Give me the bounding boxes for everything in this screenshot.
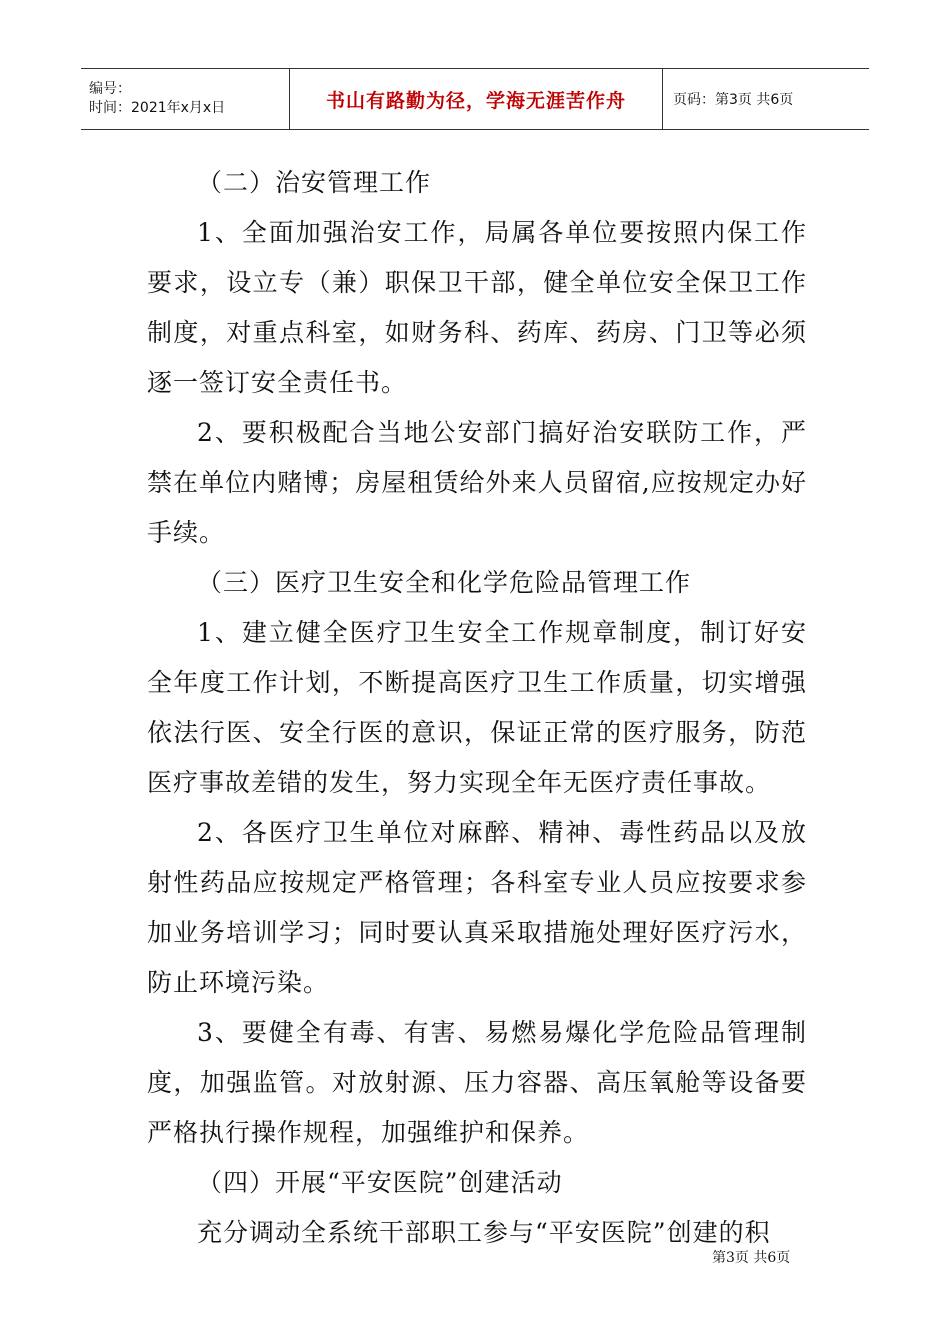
body-paragraph: 1、建立健全医疗卫生安全工作规章制度，制订好安全年度工作计划，不断提高医疗卫生工作质量，切实增强依法行医、安全行医的意识，保证正常的医疗服务，防范医疗事故差错的发生，努力实现全年无医疗责任事故。 (147, 618, 807, 797)
header-page-number (663, 69, 869, 129)
body-paragraph: 3、要健全有毒、有害、易燃易爆化学危险品管理制度，加强监管。对放射源、压力容器、高压氧舱等设备要严格执行操作规程，加强维护和保养。 (147, 1018, 807, 1147)
section-heading-4: （四）开展“平安医院”创建活动 (197, 1168, 563, 1197)
header-motto (290, 69, 663, 129)
page-footer: 第3页 共6页 (712, 1250, 791, 1266)
body-paragraph: 2、要积极配合当地公安部门搞好治安联防工作，严禁在单位内赌博；房屋租赁给外来人员留宿,应按规定办好手续。 (147, 418, 807, 547)
section-heading-3: （三）医疗卫生安全和化学危险品管理工作 (197, 568, 692, 597)
body-paragraph: 2、各医疗卫生单位对麻醉、精神、毒性药品以及放射性药品应按规定严格管理；各科室专业人员应按要求参加业务培训学习；同时要认真采取措施处理好医疗污水，防止环境污染。 (147, 818, 807, 997)
body-paragraph: 1、全面加强治安工作，局属各单位要按照内保工作要求，设立专（兼）职保卫干部，健全单位安全保卫工作制度，对重点科室，如财务科、药库、药房、门卫等必须逐一签订安全责任书。 (147, 218, 807, 397)
body-paragraph: 充分调动全系统干部职工参与“平安医院”创建的积 (197, 1218, 771, 1247)
header-meta (81, 69, 290, 129)
page-label: 页码：第3页 共6页 (673, 92, 794, 108)
document-header (81, 68, 869, 130)
code-label: 编号： (89, 81, 131, 97)
motto-text: 书山有路勤为径，学海无涯苦作舟 (325, 89, 626, 112)
time-label: 时间：2021年x月x日 (89, 100, 226, 116)
document-body (147, 158, 807, 1258)
section-heading-2: （二）治安管理工作 (197, 168, 432, 197)
